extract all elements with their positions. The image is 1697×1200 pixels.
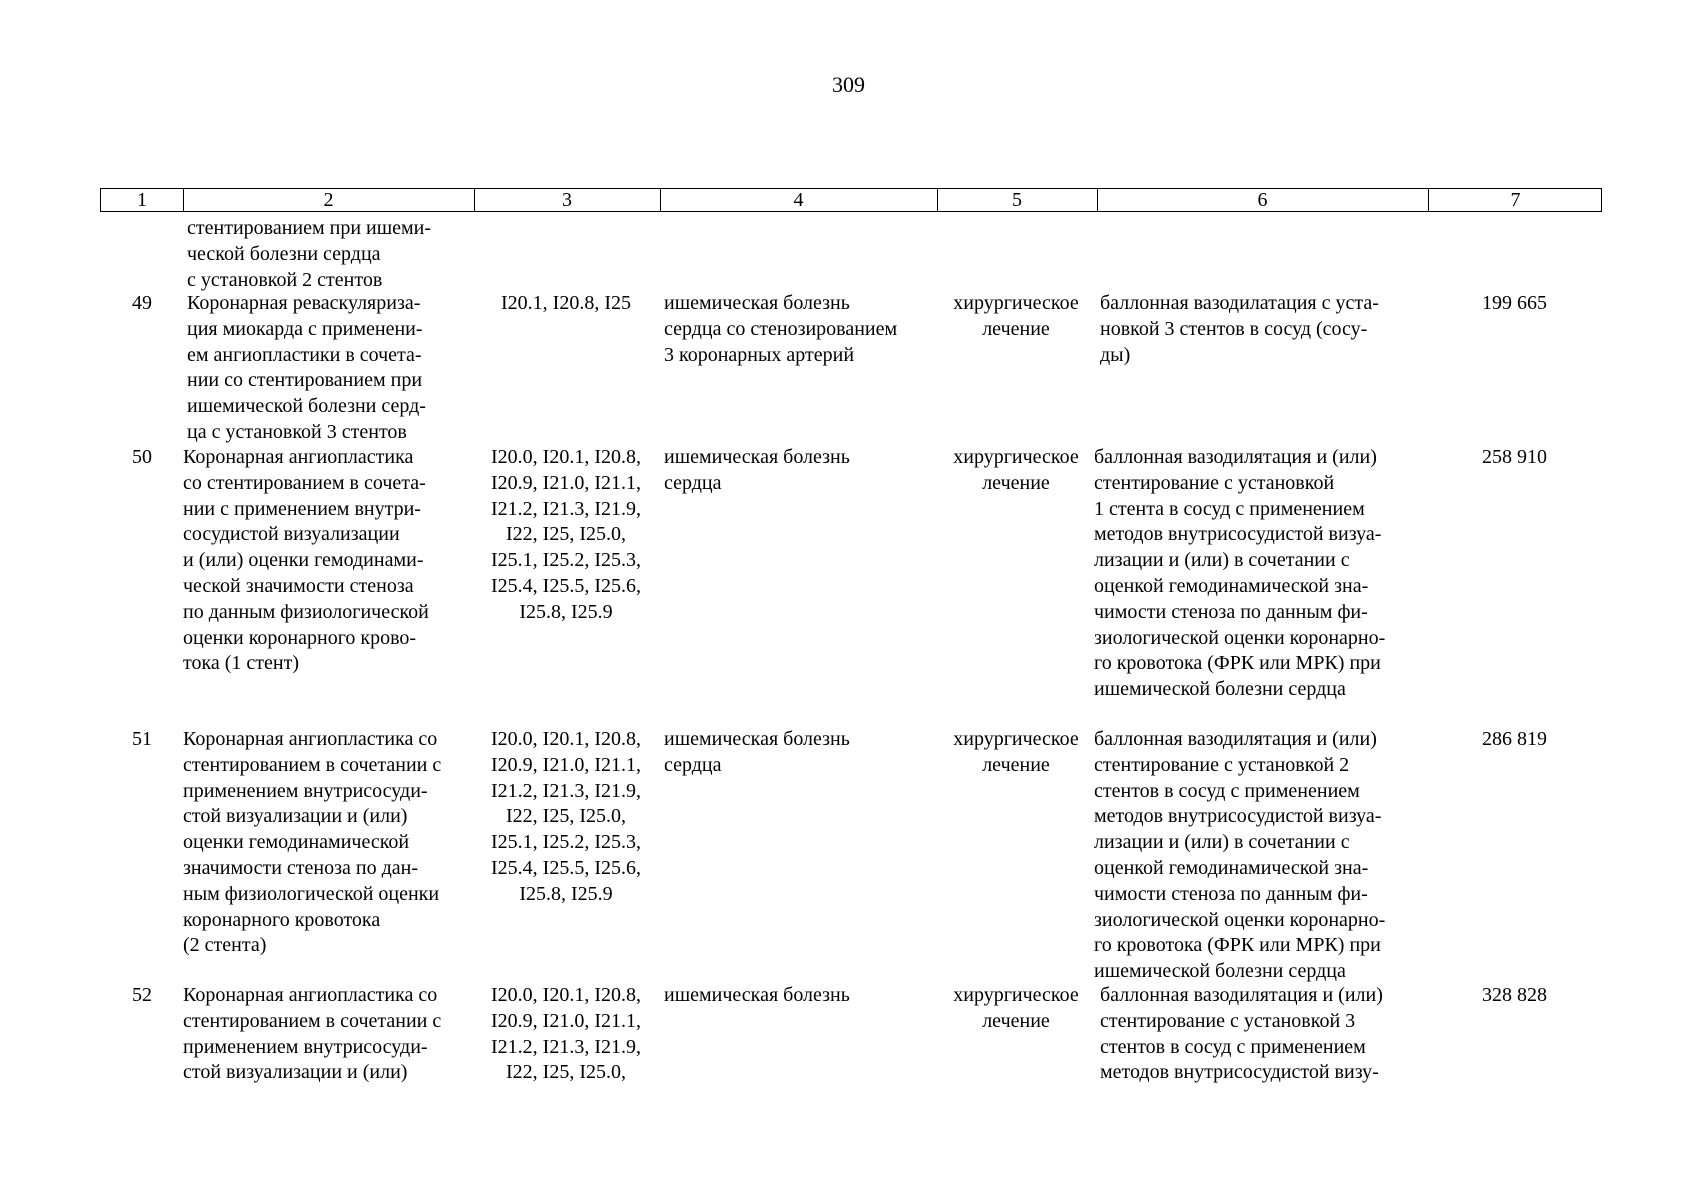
table-header-row — [100, 188, 1602, 212]
row-52-codes: I20.0, I20.1, I20.8, I20.9, I21.0, I21.1, I21.2, I21.3, I21.9, I22, I25, I25.0, — [491, 984, 641, 1084]
row-51-number: 51 — [132, 728, 152, 750]
row-50-codes: I20.0, I20.1, I20.8, I20.9, I21.0, I21.1, I21.2, I21.3, I21.9, I22, I25, I25.0, I25.1, I25.2, I25.3, I25.4, I25.5, I25.6, I25.8, I25.9 — [491, 446, 641, 623]
row-52-name: Коронарная ангиопластика со стентированием в сочетании с применением внутрисосуди- стой визуализации и (или) — [183, 984, 442, 1084]
row-51-name: Коронарная ангиопластика со стентированием в сочетании с применением внутрисосуди- стой визуализации и (или) оценки гемодинамической значимости стеноза по дан- ным физиологической оценки коронарного кровотока (2 стента) — [183, 728, 442, 957]
row-50-name: Коронарная ангиопластика со стентированием в сочета- нии с применением внутри- сосудистой визуализации и (или) оценки гемодинами- ческой значимости стеноза по данным физиологической оценки коронарного крово- тока (1 стент) — [183, 446, 429, 675]
row-50-number: 50 — [132, 446, 152, 468]
row-52-treatment: хирургическое лечение — [953, 984, 1079, 1032]
row-51-method: баллонная вазодилятация и (или) стентирование с установкой 2 стентов в сосуд с применением методов внутрисосудистой визуа- лизации и (или) в сочетании с оценкой гемодинамической зна- чимости стеноза по данным фи- зиологической оценки коронарно- го кровотока (ФРК или МРК) при ишемической болезни сердца — [1094, 728, 1386, 983]
page-number: 309 — [832, 72, 865, 97]
header-col-2: 2 — [323, 189, 334, 211]
row-51-cost: 286 819 — [1482, 728, 1547, 750]
row-49-number: 49 — [132, 292, 152, 314]
header-col-1: 1 — [137, 189, 147, 211]
row-50-method: баллонная вазодилятация и (или) стентирование с установкой 1 стента в сосуд с применением методов внутрисосудистой визуа- лизации и (или) в сочетании с оценкой гемодинамической зна- чимости стеноза по данным фи- зиологической оценки коронарно- го кровотока (ФРК или МРК) при ишемической болезни сердца — [1094, 446, 1386, 701]
row-50-model: ишемическая болезнь сердца — [664, 446, 850, 494]
row-52-number: 52 — [132, 984, 152, 1006]
row-49-model: ишемическая болезнь сердца со стенозированием 3 коронарных артерий — [664, 292, 898, 366]
row-49-codes: I20.1, I20.8, I25 — [501, 292, 631, 314]
row-51-model: ишемическая болезнь сердца — [664, 728, 850, 776]
row-51-codes: I20.0, I20.1, I20.8, I20.9, I21.0, I21.1, I21.2, I21.3, I21.9, I22, I25, I25.0, I25.1, I25.2, I25.3, I25.4, I25.5, I25.6, I25.8, I25.9 — [491, 728, 641, 905]
header-col-4: 4 — [793, 189, 804, 211]
header-col-7: 7 — [1510, 189, 1521, 211]
row-49-method: баллонная вазодилатация с уста- новкой 3 стентов в сосуд (сосу- ды) — [1100, 292, 1379, 366]
header-col-5: 5 — [1012, 189, 1022, 211]
row-49-treatment: хирургическое лечение — [953, 292, 1079, 340]
row-52-cost: 328 828 — [1482, 984, 1547, 1006]
row-50-treatment: хирургическое лечение — [953, 446, 1079, 494]
header-col-6: 6 — [1257, 189, 1268, 211]
continuation-name: стентированием при ишеми- ческой болезни сердца с установкой 2 стентов — [187, 217, 432, 291]
row-49-name: Коронарная реваскуляриза- ция миокарда с применени- ем ангиопластики в сочета- нии со стентированием при ишемической болезни серд- ца с установкой 3 стентов — [187, 292, 426, 443]
row-50-cost: 258 910 — [1482, 446, 1547, 468]
row-52-method: баллонная вазодилятация и (или) стентирование с установкой 3 стентов в сосуд с применением методов внутрисосудистой визу- — [1100, 984, 1383, 1084]
row-49-cost: 199 665 — [1482, 292, 1547, 314]
row-51-treatment: хирургическое лечение — [953, 728, 1079, 776]
row-52-model: ишемическая болезнь — [664, 984, 850, 1006]
header-col-3: 3 — [562, 189, 572, 211]
